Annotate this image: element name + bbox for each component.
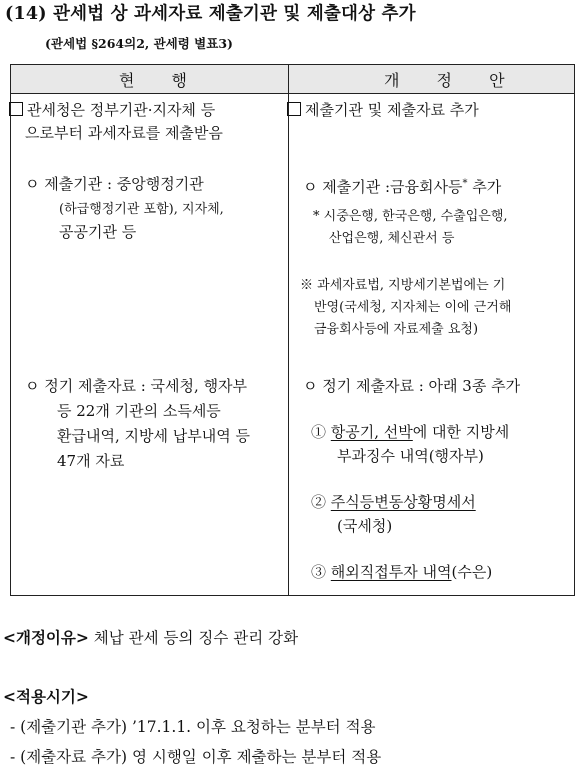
- current-data-line4: 47개 자료: [57, 452, 125, 470]
- proposed-main: 제출기관 및 제출자료 추가: [287, 99, 479, 121]
- current-data-line3: 환급내역, 지방세 납부내역 등: [57, 427, 250, 445]
- proposed-item1-line1: ① 항공기, 선박에 대한 지방세: [311, 423, 510, 441]
- proposed-item1-line2: 부과징수 내역(행자부): [337, 447, 484, 465]
- current-data-line1: ㅇ 정기 제출자료 : 국세청, 행자부: [25, 377, 248, 395]
- proposed-note1-line2: 산업은행, 체신관서 등: [329, 231, 455, 246]
- current-main-line1: 관세청은 정부기관·지자체 등: [9, 99, 215, 121]
- effective-line1: - (제출기관 추가) ’17.1.1. 이후 요청하는 분부터 적용: [10, 718, 376, 736]
- section-title: (14) 관세법 상 과세자료 제출기관 및 제출대상 추가: [5, 4, 416, 24]
- column-divider: [288, 65, 289, 595]
- amendment-reason-label: <개정이유>: [3, 628, 89, 647]
- current-org-line3: 공공기관 등: [59, 223, 137, 241]
- amendment-reason: <개정이유> 체납 관세 등의 징수 관리 강화: [3, 628, 299, 647]
- header-current: 현 행: [119, 71, 203, 90]
- current-main-line2: 으로부터 과세자료를 제출받음: [25, 124, 223, 142]
- proposed-note2-line2: 반영(국세청, 지자체는 이에 근거해: [314, 300, 512, 315]
- current-org-line2: (하급행정기관 포함), 지자체,: [59, 202, 224, 217]
- proposed-org: ㅇ 제출기관 :금융회사등* 추가: [303, 178, 502, 196]
- checkbox-square-icon: [287, 102, 301, 116]
- proposed-note2-line3: 금융회사등에 자료제출 요청): [314, 322, 479, 337]
- table-header: [11, 65, 574, 94]
- legal-reference: (관세법 §264의2, 관세령 별표3): [45, 36, 233, 51]
- effective-date-label: <적용시기>: [3, 687, 89, 706]
- proposed-note1-line1: * 시중은행, 한국은행, 수출입은행,: [313, 209, 508, 224]
- proposed-note2-line1: ※ 과세자료법, 지방세기본법에는 기: [300, 278, 506, 293]
- effective-line2: - (제출자료 추가) 영 시행일 이후 제출하는 분부터 적용: [10, 748, 382, 766]
- proposed-item3: ③ 해외직접투자 내역(수은): [311, 563, 493, 581]
- current-org-line1: ㅇ 제출기관 : 중앙행정기관: [25, 175, 204, 193]
- proposed-item2-line2: (국세청): [337, 517, 393, 535]
- current-data-line2: 등 22개 기관의 소득세등: [57, 402, 221, 420]
- comparison-table: [10, 64, 575, 596]
- proposed-data-head: ㅇ 정기 제출자료 : 아래 3종 추가: [303, 377, 521, 395]
- checkbox-square-icon: [9, 102, 23, 116]
- header-proposed: 개 정 안: [384, 71, 521, 90]
- proposed-item2-line1: ② 주식등변동상황명세서: [311, 493, 476, 511]
